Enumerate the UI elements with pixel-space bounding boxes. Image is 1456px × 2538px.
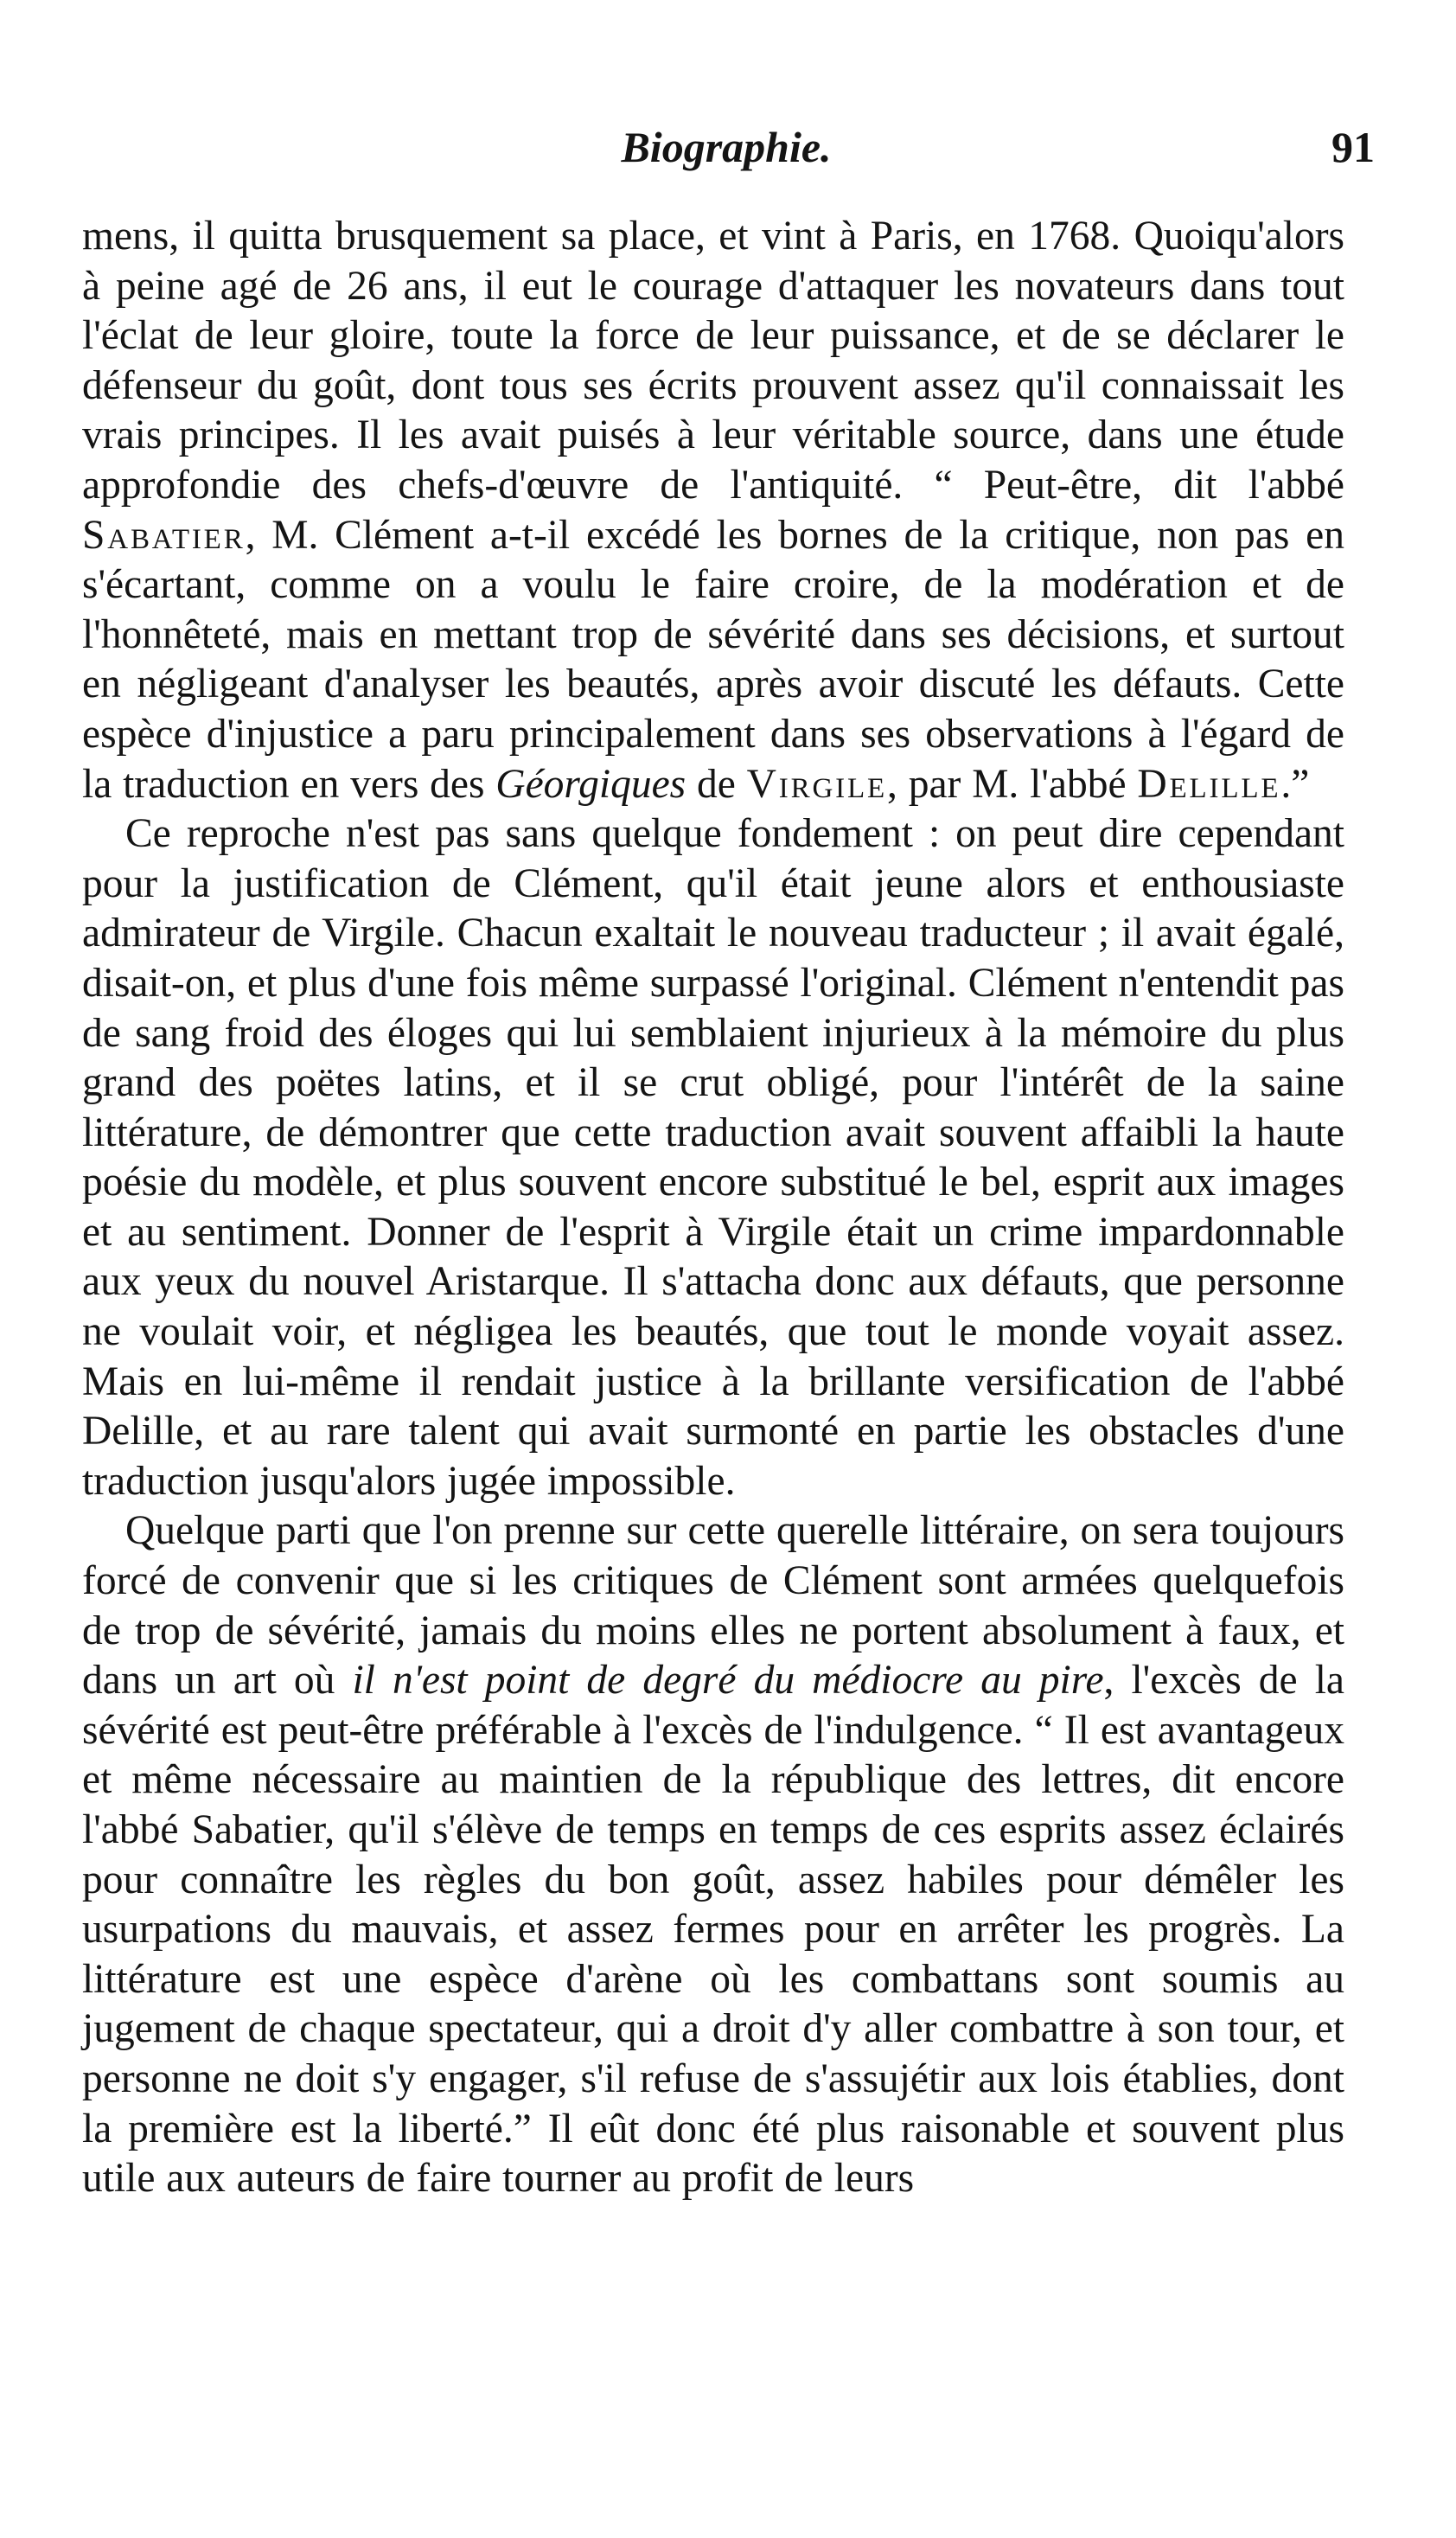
proper-name: Delille xyxy=(1137,761,1281,807)
italic-text: Géorgiques xyxy=(495,761,686,807)
paragraph xyxy=(82,1506,1344,2203)
text-segment: , l'excès de la sévérité est peut-être préférable à l'excès de l'indulgence. “ Il est avantageux et même nécessaire au maintien de la république des lettres, dit encore l'abbé Sabatier, qu'il s'élève de temps en temps de ces esprits assez éclairés pour connaître les règles du bon goût, assez habiles pour démêler les usurpations du mauvais, et assez fermes pour en arrêter les progrès. La littérature est une espèce d'arène où les combattans sont soumis au jugement de chaque spectateur, qui a droit d'y aller combattre à son tour, et personne ne doit s'y engager, s'il refuse de s'assujétir aux lois établies, dont la première est la liberté.” Il eût donc été plus raisonable et souvent plus utile aux auteurs de faire tourner au profit de leurs xyxy=(82,1658,1344,2202)
text-segment: .” xyxy=(1280,761,1310,807)
paragraph xyxy=(82,809,1344,1506)
text-segment: Quelque parti que l'on prenne sur cette querelle littéraire, on sera toujours forcé de convenir que si les critiques de Clément sont armées quelquefois de trop de sévérité, jamais du moins elles ne portent absolument à faux, et dans un art où xyxy=(82,1508,1344,1704)
running-title: Biographie. xyxy=(621,123,832,171)
proper-name: Virgile xyxy=(746,761,888,807)
page-number: 91 xyxy=(1331,123,1375,171)
text-segment: , par M. l'abbé xyxy=(887,761,1138,807)
text-segment: mens, il quitta brusquement sa place, et vint à Paris, en 1768. Quoiqu'alors à peine agé de 26 ans, il eut le courage d'attaquer les novateurs dans tout l'éclat de leur gloire, toute la force de leur puissance, et de se déclarer le défenseur du goût, dont tous ses écrits prouvent assez qu'il connaissait les vrais principes. Il les avait puisés à leur véritable source, dans une étude approfondie des chefs-d'œuvre de l'antiquité. “ Peut-être, dit l'abbé xyxy=(82,214,1344,508)
text-segment: , M. Clément a-t-il excédé les bornes de la critique, non pas en s'écartant, comme on a voulu le faire croire, de la modération et de l'honnêteté, mais en mettant trop de sévérité dans ses décisions, et surtout en négligeant d'analyser les beautés, après avoir discuté les défauts. Cette espèce d'injustice a paru principalement dans ses observations à l'égard de la traduction en vers des xyxy=(82,512,1344,807)
paragraph xyxy=(82,212,1344,809)
text-segment: de xyxy=(686,761,747,807)
body-text xyxy=(82,212,1344,2204)
proper-name: Sabatier xyxy=(82,512,246,558)
italic-text: il n'est point de degré du médiocre au pire xyxy=(352,1658,1104,1704)
text-segment: Ce reproche n'est pas sans quelque fondement : on peut dire cependant pour la justification de Clément, qu'il était jeune alors et enthousiaste admirateur de Virgile. Chacun exaltait le nouveau traducteur ; il avait égalé, disait-on, et plus d'une fois même surpassé l'original. Clément n'entendit pas de sang froid des éloges qui lui semblaient injurieux à la mémoire du plus grand des poëtes latins, et il se crut obligé, pour l'intérêt de la saine littérature, de démontrer que cette traduction avait souvent affaibli la haute poésie du modèle, et plus souvent encore substitué le bel, esprit aux images et au sentiment. Donner de l'esprit à Virgile était un crime impardonnable aux yeux du nouvel Aristarque. Il s'attacha donc aux défauts, que personne ne voulait voir, et négligea les beautés, que tout le monde voyait assez. Mais en lui-même il rendait justice à la brillante versification de l'abbé Delille, et au rare talent qui avait surmonté en partie les obstacles d'une traduction jusqu'alors jugée impossible. xyxy=(82,811,1344,1504)
running-head xyxy=(78,112,1375,182)
